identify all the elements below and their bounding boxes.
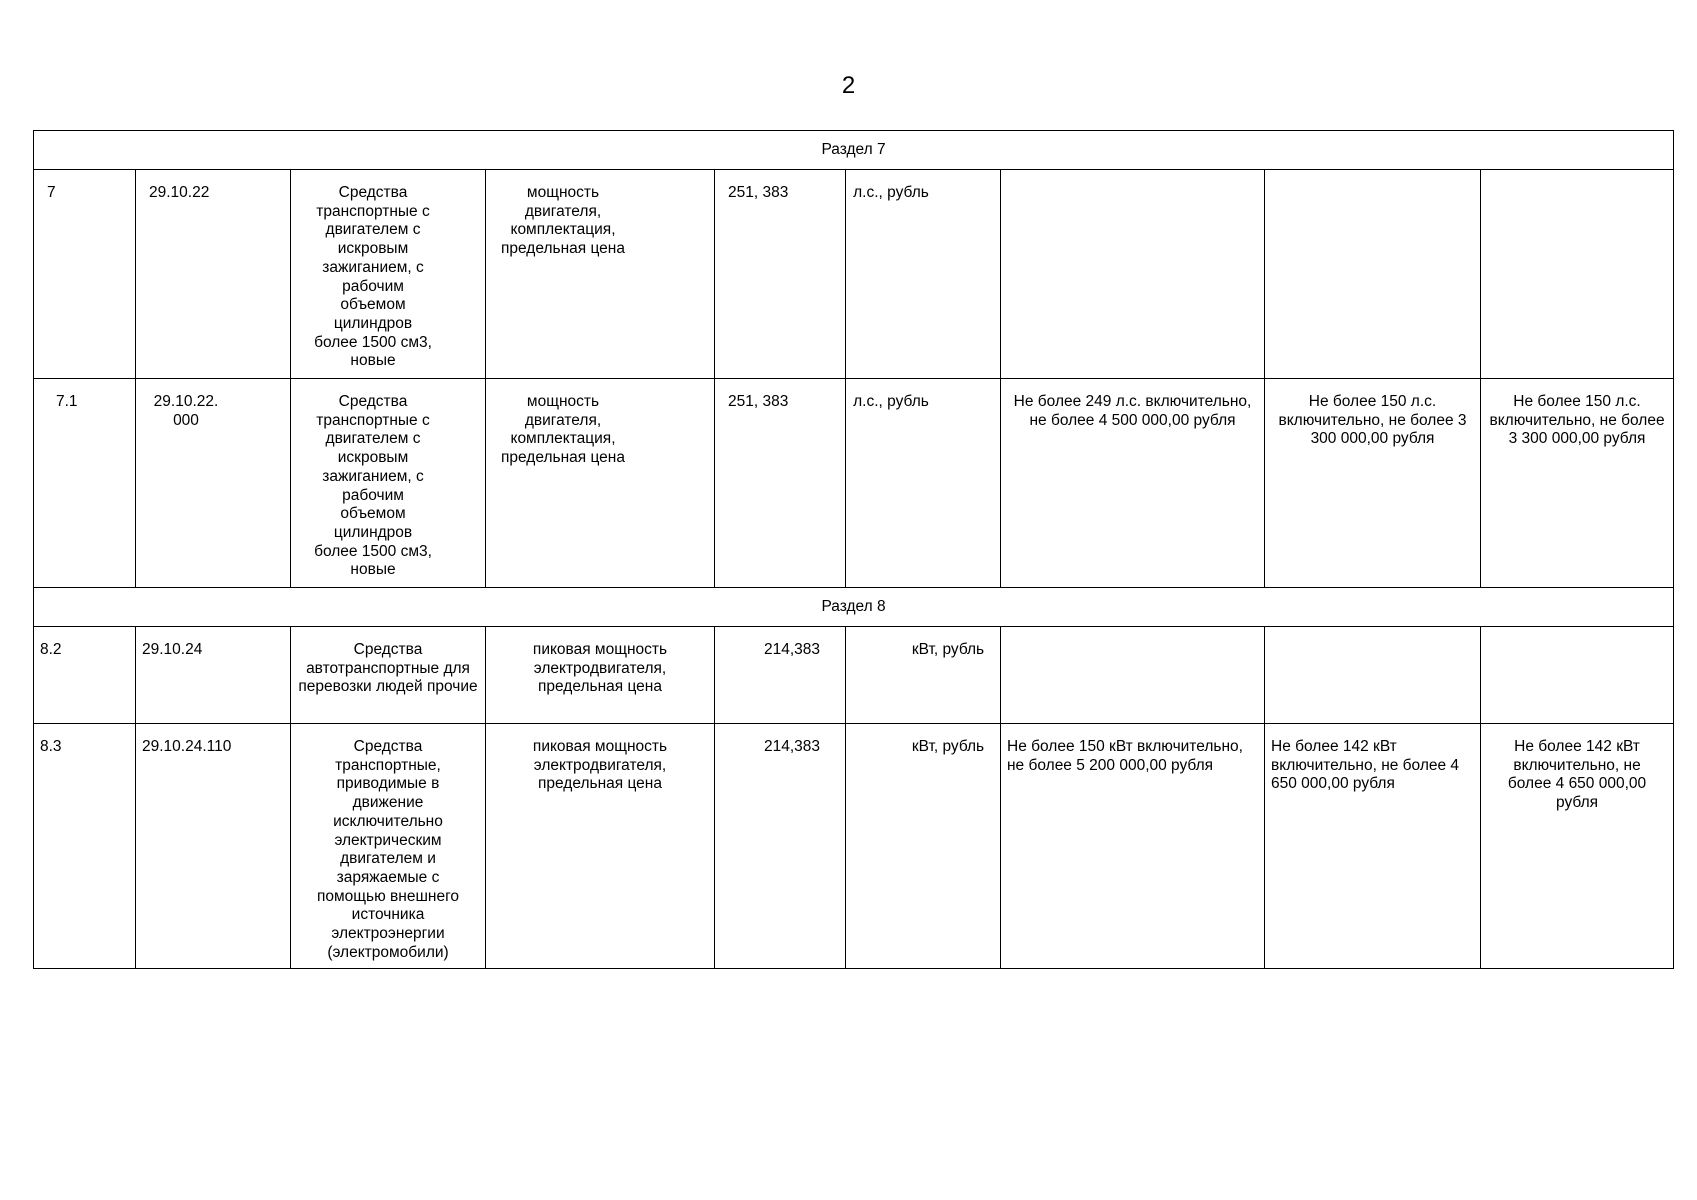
- okei-code: 251, 383: [715, 170, 846, 379]
- limit-value-1: Не более 150 кВт включительно, не более 5 200 000,00 рубля: [1001, 724, 1265, 969]
- limit-value-2: [1265, 627, 1481, 724]
- limit-value-3: [1481, 627, 1674, 724]
- okpd-code: 29.10.24: [136, 627, 291, 724]
- table-row: [34, 170, 1674, 379]
- units: л.с., рубль: [846, 379, 1001, 588]
- okpd-code: 29.10.24.110: [136, 724, 291, 969]
- units: л.с., рубль: [846, 170, 1001, 379]
- row-number: 7.1: [34, 379, 136, 588]
- section-header-row: [34, 588, 1674, 627]
- limit-value-3: [1481, 170, 1674, 379]
- row-number: 8.3: [34, 724, 136, 969]
- section-title: Раздел 7: [34, 131, 1674, 170]
- okpd-code: 29.10.22. 000: [136, 379, 291, 588]
- okpd-code: 29.10.22: [136, 170, 291, 379]
- table-row: [34, 724, 1674, 969]
- characteristic: мощность двигателя, комплектация, предельная цена: [486, 170, 715, 379]
- product-name: Средства транспортные с двигателем с искровым зажиганием, с рабочим объемом цилиндров более 1500 см3, новые: [291, 170, 486, 379]
- limit-value-1: [1001, 170, 1265, 379]
- limit-value-1: [1001, 627, 1265, 724]
- limit-value-3: Не более 142 кВт включительно, не более 4 650 000,00 рубля: [1481, 724, 1674, 969]
- okei-code: 251, 383: [715, 379, 846, 588]
- specification-table: [33, 130, 1674, 969]
- characteristic: пиковая мощность электродвигателя, предельная цена: [486, 627, 715, 724]
- row-number: 8.2: [34, 627, 136, 724]
- section-header-row: [34, 131, 1674, 170]
- section-title: Раздел 8: [34, 588, 1674, 627]
- limit-value-2: Не более 150 л.с. включительно, не более 3 300 000,00 рубля: [1265, 379, 1481, 588]
- product-name: Средства автотранспортные для перевозки людей прочие: [291, 627, 486, 724]
- characteristic: пиковая мощность электродвигателя, предельная цена: [486, 724, 715, 969]
- units: кВт, рубль: [846, 724, 1001, 969]
- table-row: [34, 627, 1674, 724]
- okei-code: 214,383: [715, 627, 846, 724]
- page-number: 2: [841, 72, 856, 99]
- row-number: 7: [34, 170, 136, 379]
- okei-code: 214,383: [715, 724, 846, 969]
- limit-value-3: Не более 150 л.с. включительно, не более 3 300 000,00 рубля: [1481, 379, 1674, 588]
- units: кВт, рубль: [846, 627, 1001, 724]
- table-row: [34, 379, 1674, 588]
- limit-value-1: Не более 249 л.с. включительно, не более 4 500 000,00 рубля: [1001, 379, 1265, 588]
- limit-value-2: [1265, 170, 1481, 379]
- product-name: Средства транспортные с двигателем с искровым зажиганием, с рабочим объемом цилиндров более 1500 см3, новые: [291, 379, 486, 588]
- limit-value-2: Не более 142 кВт включительно, не более 4 650 000,00 рубля: [1265, 724, 1481, 969]
- characteristic: мощность двигателя, комплектация, предельная цена: [486, 379, 715, 588]
- product-name: Средства транспортные, приводимые в движение исключительно электрическим двигателем и заряжаемые с помощью внешнего источника электроэнергии (электромобили): [291, 724, 486, 969]
